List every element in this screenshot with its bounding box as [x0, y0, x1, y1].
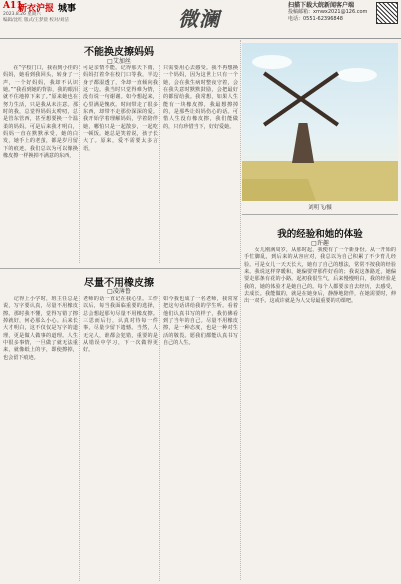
column-divider — [159, 65, 160, 263]
contact-phone: 电话：0551-62396848 — [288, 16, 343, 22]
header-meta — [3, 12, 69, 24]
cloud-shape — [252, 55, 292, 69]
article2-title: 我的经验和她的体验 — [277, 229, 363, 240]
contact-email: 投稿邮箱：xmwx2021@126.com — [288, 9, 368, 15]
header-editors: 编辑/沈红 版式/王梦晨 校对/刘洁 — [3, 18, 69, 23]
windmill-tower — [292, 123, 314, 163]
section-name: 城事 — [58, 4, 77, 14]
column-divider — [79, 296, 80, 581]
header-date: 2023.8.26 星期六 — [3, 12, 41, 17]
article2-body: 女儿刚满周岁，从那时起，我便有了一个新身份。从一开始的手忙脚乱，到后来的从容应对，我总以为自己积累了不少育儿经验。可是女儿一天天长大，她有了自己的想法，常常不按我的经验来。我说这样穿暖和，她偏要穿那件好看的；我说这条路近，她偏要走那条有花的小路。起初我很生气，后来慢慢明白，我的经验是我的，她的体验才是她自己的。每个人都要亲自去经历，去感受，去成长。我能做的，就是在她身后，静静地陪伴，在她需要时，伸出一双手。这或许就是为人父母最重要的功课吧。 — [244, 247, 396, 305]
painting-caption: 刘明飞/摄 — [308, 205, 332, 211]
column-brand: 微澜 — [178, 7, 220, 31]
qr-code-icon[interactable] — [376, 2, 398, 24]
article3-col2: 老师的话一直记在我心里。工作以后，每当我面临重要的选择，总会想起那句尽量不用橡皮擦。三思而后行，认真对待每一件事，尽量少留下遗憾。当然，人无完人，谁都会犯错，重要的是从错误中学习，下一次做得更好。 — [83, 296, 158, 354]
article3-body — [3, 296, 239, 581]
column-divider — [79, 65, 80, 263]
section-divider — [240, 40, 241, 580]
article1-title: 不能换皮擦妈妈 — [84, 47, 154, 58]
cloud-shape — [337, 68, 377, 82]
page-header — [0, 0, 401, 39]
field-shape — [242, 179, 316, 201]
article3-col3: 如今我也成了一名老师，我常常把这句话讲给我的学生听。看着他们认真书写的样子，我仿佛看到了当年的自己。尽量不用橡皮擦，是一种态度，也是一种对生活的敬畏。愿我们都能认真书写自己的人生。 — [163, 296, 238, 347]
article1-author: □艾加丝 — [107, 58, 131, 65]
paper-name: 新衣沪报 — [18, 4, 55, 14]
windmill-painting — [242, 43, 398, 201]
article2-author: □许趣 — [311, 240, 329, 247]
article3-author: □凌薄鲁 — [107, 288, 131, 295]
article1-body — [3, 65, 239, 263]
divider — [242, 214, 398, 215]
article1-col1: 在“学校门口，我看到小佳的妈妈，她看到我回头，转身了一声，一个好妈妈，我却不认识她。”“我看到她的背影，我的眼泪就不住地掉下来了。”原来她也在努力生活，只是我从未注意。那时的我，总觉得妈妈太唠叨，总是管东管西，甚至想要换一个温柔的妈妈。可是后来我才明白，妈妈一直在默默承受，她的白发，她手上的老茧，都是岁月留下的痕迹。我们总以为可以像换橡皮擦一样换掉不满意的东西， — [3, 65, 78, 160]
article1-col3: 只需要用心去感受。我不再想换一个妈妈，因为这世上只有一个她，会在我生病时整夜守着，会在我失意时默默鼓励，会把最好的都留给我。我常想，如果人生能有一块橡皮擦，我最想擦掉的，是那些让妈妈伤心的话。可惜人生没有橡皮擦，我们能做的，只有珍惜当下，好好爱她。 — [163, 65, 238, 130]
column-divider — [159, 296, 160, 581]
download-prompt: 扫描下载大皖新闻客户端 — [288, 2, 355, 9]
page-number: A11 — [3, 1, 23, 11]
article3-title: 尽量不用橡皮擦 — [84, 278, 154, 289]
article3-col1: 记得上小学时，班主任总是说，写字要认真，尽量不用橡皮擦。那时我不懂，觉得写错了擦掉就好，何必那么小心。后来长大才明白，这不仅仅是写字的道理，更是做人做事的道理。人生中很多事情，一旦做了就无法重来，就像纸上的字，即使擦掉，也会留下痕迹。 — [3, 296, 78, 361]
divider — [0, 268, 240, 269]
article1-col2: 可是亲情不能。记得那天下雨，妈妈打着伞在校门口等我，半边身子都湿透了，伞却一直倾向我这一边。我当时只觉得难为情，没有说一句谢谢。如今想起来，心里满是愧疚。时间带走了很多东西，却带不走那份深深的爱。我开始学着理解妈妈，学着陪伴她，哪怕只是一起散步，一起吃一顿饭。她总是笑着说，孩子长大了。原来，爱不需要太多言语， — [83, 65, 158, 152]
